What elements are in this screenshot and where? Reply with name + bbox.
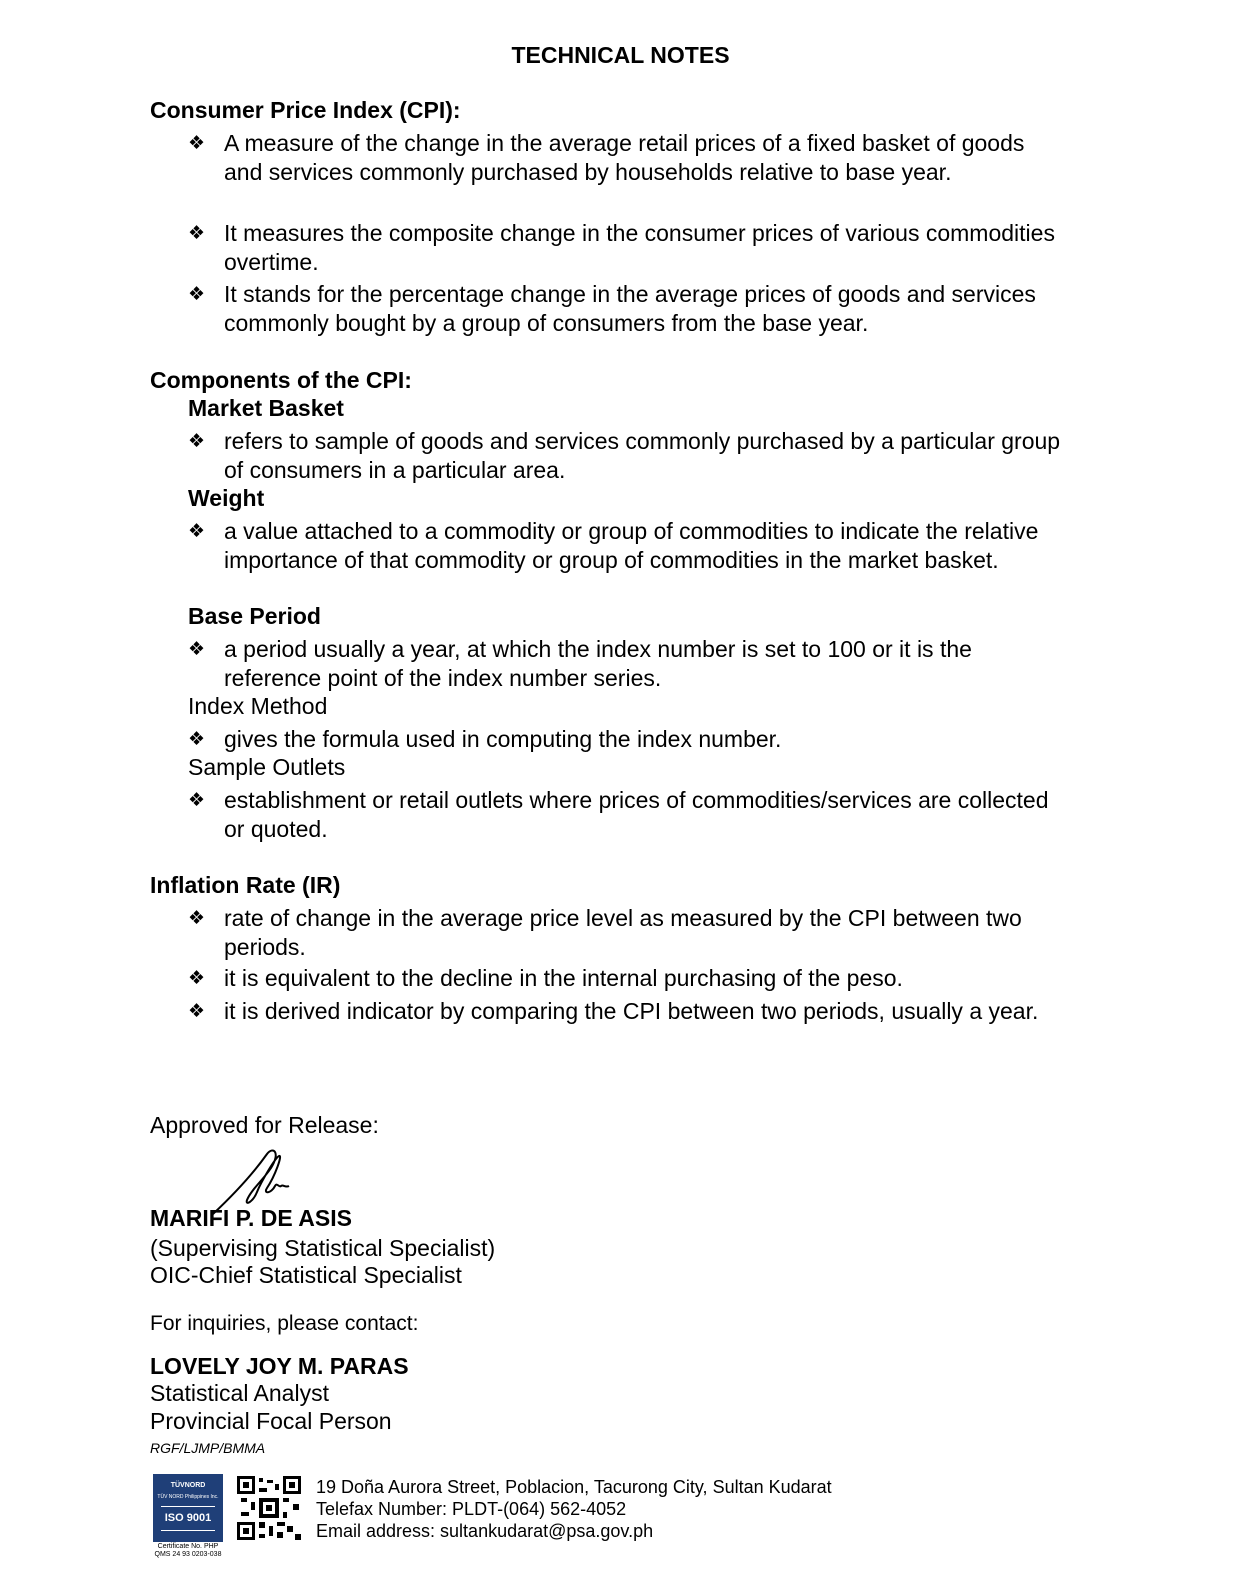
market-basket-bullet: ❖ refers to sample of goods and services commonly purchased by a particular group of consumers in a particular area.: [188, 428, 1061, 483]
approver-position-1: (Supervising Statistical Specialist): [150, 1235, 496, 1261]
cpi-bullet-1: ❖ A measure of the change in the average retail prices of a fixed basket of goods and services commonly purchased by households relative to base year.: [188, 130, 1025, 185]
certificate-number: Certificate No. PHP QMS 24 93 0203-038: [154, 1543, 222, 1558]
cpi-bullet-2: ❖ It measures the composite change in the consumer prices of various commodities overtime.: [188, 220, 1055, 275]
footer-email: Email address: sultankudarat@psa.gov.ph: [316, 1521, 654, 1541]
sample-outlets-bullet: ❖ establishment or retail outlets where prices of commodities/services are collected or quoted.: [188, 787, 1049, 842]
bullet-marker-icon: ❖: [188, 430, 206, 452]
base-period-bullet: ❖ a period usually a year, at which the index number is set to 100 or it is the reference point of the index number series.: [188, 636, 972, 691]
bullet-marker-icon: ❖: [188, 907, 206, 929]
qr-code-icon: [237, 1476, 301, 1540]
bullet-marker-icon: ❖: [188, 132, 206, 154]
bullet-marker-icon: ❖: [188, 728, 206, 750]
cpi-heading: Consumer Price Index (CPI):: [150, 97, 461, 123]
base-period-label: Base Period: [188, 603, 321, 629]
weight-label: Weight: [188, 485, 265, 511]
inflation-bullet-2: ❖ it is equivalent to the decline in the internal purchasing of the peso.: [188, 965, 903, 991]
iso-badge-logo: TÜVNORD TÜV NORD Philippines Inc. ISO 9001: [153, 1474, 223, 1542]
bullet-marker-icon: ❖: [188, 789, 206, 811]
approver-position-2: OIC-Chief Statistical Specialist: [150, 1262, 462, 1288]
contact-name: LOVELY JOY M. PARAS: [150, 1353, 409, 1379]
inflation-bullet-1: ❖ rate of change in the average price level as measured by the CPI between two periods.: [188, 905, 1022, 960]
weight-bullet: ❖ a value attached to a commodity or group of commodities to indicate the relative importance of that commodity or group of commodities in the market basket.: [188, 518, 1039, 573]
inflation-heading: Inflation Rate (IR): [150, 872, 341, 898]
index-method-label: Index Method: [188, 693, 328, 719]
bullet-marker-icon: ❖: [188, 283, 206, 305]
contact-position-2: Provincial Focal Person: [150, 1408, 392, 1434]
bullet-marker-icon: ❖: [188, 638, 206, 660]
bullet-marker-icon: ❖: [188, 222, 206, 244]
bullet-marker-icon: ❖: [188, 967, 206, 989]
page-title: TECHNICAL NOTES: [511, 42, 730, 68]
market-basket-label: Market Basket: [188, 395, 344, 421]
contact-label: For inquiries, please contact:: [150, 1312, 419, 1335]
footer-address: 19 Doña Aurora Street, Poblacion, Tacurong City, Sultan Kudarat: [316, 1477, 832, 1497]
reference-initials: RGF/LJMP/BMMA: [150, 1440, 266, 1456]
footer-telefax: Telefax Number: PLDT-(064) 562-4052: [316, 1499, 627, 1519]
bullet-marker-icon: ❖: [188, 1000, 206, 1022]
sample-outlets-label: Sample Outlets: [188, 754, 346, 780]
approver-name: MARIFI P. DE ASIS: [150, 1205, 352, 1231]
index-method-bullet: ❖ gives the formula used in computing the index number.: [188, 726, 782, 752]
components-heading: Components of the CPI:: [150, 367, 412, 393]
bullet-marker-icon: ❖: [188, 520, 206, 542]
inflation-bullet-3: ❖ it is derived indicator by comparing the CPI between two periods, usually a year.: [188, 998, 1039, 1024]
approval-label: Approved for Release:: [150, 1112, 379, 1138]
contact-position-1: Statistical Analyst: [150, 1380, 329, 1406]
cpi-bullet-3: ❖ It stands for the percentage change in the average prices of goods and services commonly bought by a group of consumers from the base year.: [188, 281, 1036, 336]
